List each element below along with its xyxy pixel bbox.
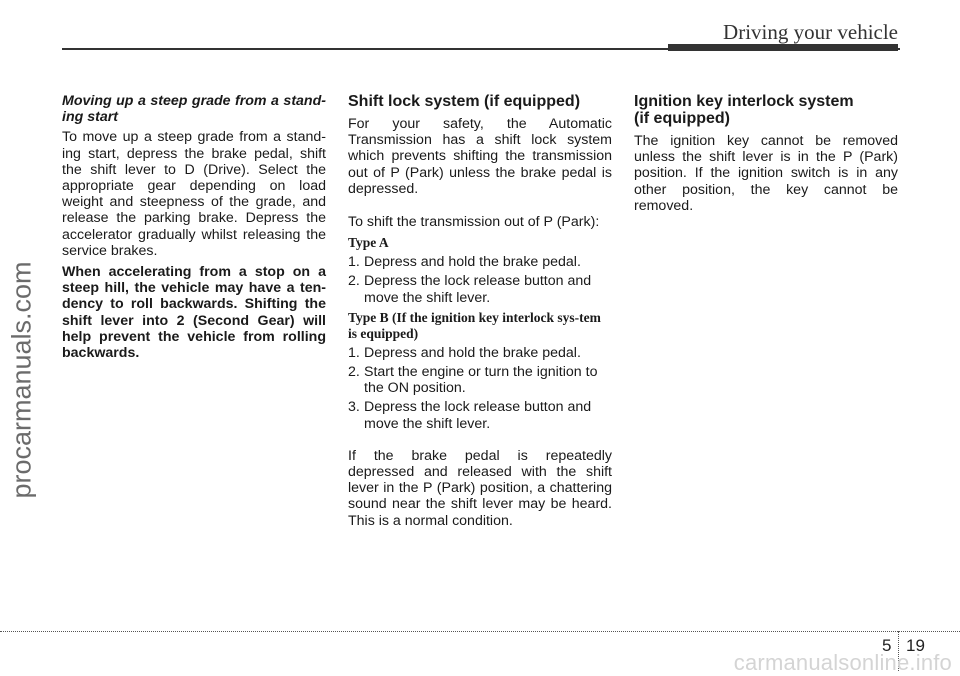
column-shift-lock [348, 93, 612, 534]
hill-start-subheading: Moving up a steep grade from a stand-ing start [62, 93, 326, 126]
header-bar [668, 44, 898, 51]
list-item: 2. Start the engine or turn the ignition to the ON position. [348, 364, 598, 397]
shift-lock-closing: If the brake pedal is repeatedly depressed and released with the shift lever in the P (Park) position, a chattering sound near the shift lever may be heard. This is a normal condition. [348, 447, 612, 529]
type-a-label: Type A [348, 235, 389, 251]
hill-start-warning: When accelerating from a stop on a steep hill, the vehicle may have a ten-dency to roll backwards. Shifting the shift lever into 2 (Second Gear) will help prevent the vehicle from rolling backwards. [62, 264, 326, 362]
type-b-steps [348, 345, 612, 432]
list-item: 1. Depress and hold the brake pedal. [348, 254, 581, 271]
shift-out-instruction: To shift the transmission out of P (Park): [348, 214, 600, 231]
hill-start-paragraph: To move up a steep grade from a stand-ing start, depress the brake pedal, shift the shift lever to D (Drive). Select the appropriate gear depending on load weight and steepness of the grade, and release the parking brake. Depress the accelerator gradually whilst releasing the service brakes. [62, 129, 326, 259]
footer-dotted-rule [0, 631, 960, 632]
side-watermark: procarmanuals.com [6, 261, 37, 499]
column-hill-start [62, 93, 326, 366]
page-header-title: Driving your vehicle [723, 20, 898, 44]
chapter-number: 5 [882, 636, 892, 655]
list-item: 3. Depress the lock release button and move the shift lever. [348, 399, 592, 432]
shift-lock-heading: Shift lock system (if equipped) [348, 93, 581, 110]
key-interlock-paragraph: The ignition key cannot be removed unless the shift lever is in the P (Park) position. If the ignition switch is in any other position, the key cannot be removed. [634, 133, 898, 214]
shift-lock-intro: For your safety, the Automatic Transmission has a shift lock system which prevents shifting the transmission out of P (Park) unless the brake pedal is depressed. [348, 116, 612, 197]
bottom-watermark: carmanualsonline.info [733, 650, 952, 675]
type-a-steps [348, 254, 612, 306]
column-key-interlock [634, 93, 898, 219]
page-number: 19 [906, 636, 925, 655]
list-item: 2. Depress the lock release button and move the shift lever. [348, 273, 592, 306]
type-b-label: Type B (If the ignition key interlock sys-tem is equipped) [348, 309, 601, 341]
key-interlock-heading: Ignition key interlock system (if equipped) [634, 93, 854, 127]
list-item: 1. Depress and hold the brake pedal. [348, 344, 581, 361]
